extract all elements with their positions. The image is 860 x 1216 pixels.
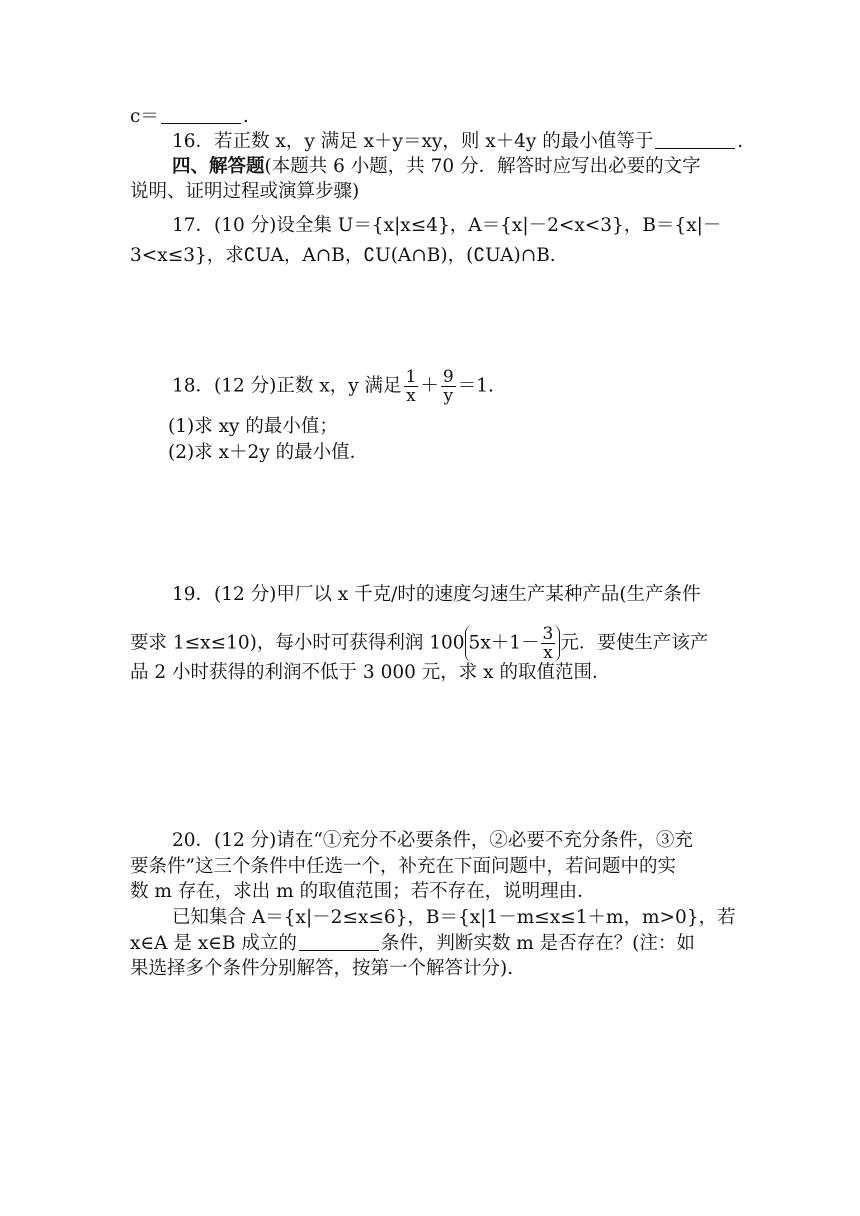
question-18 — [172, 368, 494, 405]
c-label: c＝ — [130, 106, 159, 127]
answer-blank-c-line — [130, 105, 249, 129]
question-20-line2: 要条件”这三个条件中任选一个，补充在下面问题中，若问题中的实 — [130, 856, 676, 877]
section-4-description: (本题共 6 小题，共 70 分．解答时应写出必要的文字 — [264, 156, 701, 177]
q20-line5-post: 条件，判断实数 m 是否存在？(注：如 — [380, 933, 695, 954]
question-19-line1: 19．(12 分)甲厂以 x 千克/时的速度匀速生产某种产品(生产条件 — [172, 584, 701, 605]
period: . — [242, 106, 249, 127]
section-4-title: 四、解答题 — [172, 156, 265, 177]
answer-blank-c[interactable] — [161, 107, 241, 124]
fraction-3-over-x — [541, 625, 556, 662]
q20-line5-pre: x∈A 是 x∈B 成立的 — [130, 933, 297, 954]
fraction-1-over-x — [404, 368, 419, 405]
question-20-line5 — [130, 932, 695, 956]
question-19-line3: 品 2 小时获得的利润不低于 3 000 元，求 x 的取值范围． — [130, 662, 611, 683]
denominator: y — [443, 386, 454, 406]
question-16 — [172, 130, 743, 154]
plus: ＋ — [420, 375, 439, 397]
q18-pre: 18．(12 分)正数 x，y 满足 — [172, 375, 402, 397]
period: . — [737, 131, 744, 152]
question-17-line2: 3<x≤3}，求∁UA，A∩B，∁U(A∩B)，(∁UA)∩B. — [130, 245, 556, 266]
question-18-part2: (2)求 x＋2y 的最小值． — [168, 442, 369, 463]
q19-line2-post: 元．要使生产该产 — [560, 632, 709, 654]
question-19-line2 — [130, 625, 708, 662]
answer-blank-16[interactable] — [655, 132, 735, 149]
profit-expression — [465, 625, 561, 662]
fraction-9-over-y — [441, 368, 456, 405]
question-20-line4: 已知集合 A＝{x|－2≤x≤6}，B＝{x|1－m≤x≤1＋m，m>0}，若 — [172, 907, 736, 928]
answer-blank-20[interactable] — [299, 934, 379, 951]
question-20-line3: 数 m 存在，求出 m 的取值范围；若不存在，说明理由． — [130, 881, 596, 902]
denominator: x — [543, 643, 553, 663]
question-20-line1: 20．(12 分)请在“①充分不必要条件，②必要不充分条件，③充 — [172, 830, 693, 851]
q18-post: ＝1. — [457, 375, 494, 397]
numerator: 1 — [405, 367, 417, 387]
numerator: 3 — [542, 624, 554, 644]
question-20-line6: 果选择多个条件分别解答，按第一个解答计分). — [130, 958, 514, 979]
section-4-heading — [172, 155, 701, 179]
question-17-line1: 17．(10 分)设全集 U＝{x|x≤4}，A＝{x|－2<x<3}，B＝{x|－ — [172, 215, 722, 236]
q16-text: 16．若正数 x，y 满足 x＋y＝xy，则 x＋4y 的最小值等于 — [172, 131, 654, 152]
denominator: x — [406, 386, 416, 406]
section-4-description-line2: 说明、证明过程或演算步骤) — [130, 181, 360, 202]
question-18-part1: (1)求 xy 的最小值； — [168, 416, 338, 437]
numerator: 9 — [442, 367, 454, 387]
expression-text: 5x＋1－ — [468, 632, 540, 654]
q19-line2-pre: 要求 1≤x≤10)，每小时可获得利润 100 — [130, 632, 465, 654]
